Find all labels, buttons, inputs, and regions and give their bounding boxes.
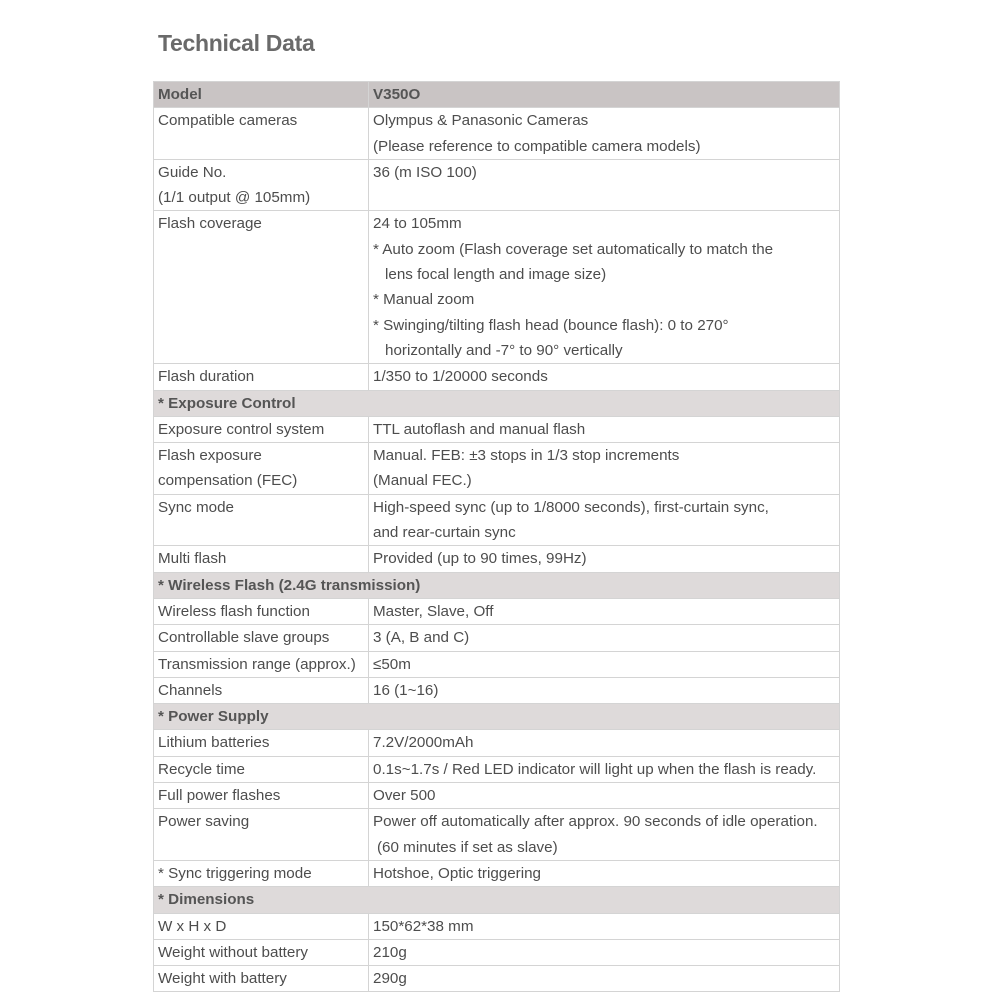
page-title: Technical Data <box>158 30 315 56</box>
label-line: Guide No. <box>158 163 227 181</box>
row-label: Multi flash <box>154 546 369 572</box>
row-value: 3 (A, B and C) <box>369 625 840 651</box>
table-row <box>154 416 840 442</box>
row-label: Controllable slave groups <box>154 625 369 651</box>
row-label: Compatible cameras <box>154 108 369 160</box>
row-value: 1/350 to 1/20000 seconds <box>369 364 840 390</box>
section-row-wireless <box>154 572 840 598</box>
table-row <box>154 159 840 211</box>
row-value: Over 500 <box>369 783 840 809</box>
table-row <box>154 625 840 651</box>
table-row <box>154 364 840 390</box>
table-row <box>154 756 840 782</box>
value-line: * Auto zoom (Flash coverage set automatically to match the <box>373 240 774 258</box>
section-heading: * Wireless Flash (2.4G transmission) <box>154 572 840 598</box>
row-value: 16 (1~16) <box>369 677 840 703</box>
row-value: 0.1s~1.7s / Red LED indicator will light up when the flash is ready. <box>369 756 840 782</box>
row-value <box>369 211 840 364</box>
table-header-row <box>154 82 840 108</box>
row-value: Hotshoe, Optic triggering <box>369 860 840 886</box>
value-line: * Swinging/tilting flash head (bounce flash): 0 to 270° <box>373 316 729 334</box>
label-line: (1/1 output @ 105mm) <box>158 189 311 207</box>
row-value: 210g <box>369 939 840 965</box>
row-value: ≤50m <box>369 651 840 677</box>
table-row <box>154 651 840 677</box>
row-label: W x H x D <box>154 913 369 939</box>
row-label: Weight with battery <box>154 966 369 992</box>
section-row-power <box>154 704 840 730</box>
table-row <box>154 783 840 809</box>
header-label: Model <box>154 82 369 108</box>
table-row <box>154 913 840 939</box>
row-label: Full power flashes <box>154 783 369 809</box>
row-value <box>369 494 840 546</box>
section-heading: * Power Supply <box>154 704 840 730</box>
table-row <box>154 677 840 703</box>
row-value <box>369 108 840 160</box>
value-line: Olympus & Panasonic Cameras <box>373 112 589 130</box>
row-label: Lithium batteries <box>154 730 369 756</box>
row-label: Weight without battery <box>154 939 369 965</box>
section-heading: * Dimensions <box>154 887 840 913</box>
value-line: Power off automatically after approx. 90 seconds of idle operation. <box>373 813 818 831</box>
table-row <box>154 860 840 886</box>
label-line: Flash exposure <box>158 447 262 465</box>
label-line: compensation (FEC) <box>158 472 298 490</box>
row-label: * Sync triggering mode <box>154 860 369 886</box>
value-line: * Manual zoom <box>373 291 475 309</box>
row-label <box>154 443 369 495</box>
row-value <box>369 809 840 861</box>
table-row <box>154 966 840 992</box>
row-label <box>154 159 369 211</box>
value-line: horizontally and -7° to 90° vertically <box>385 341 623 359</box>
table-row <box>154 546 840 572</box>
value-line: Manual. FEB: ±3 stops in 1/3 stop increments <box>373 447 680 465</box>
section-row-dimensions <box>154 887 840 913</box>
table-row <box>154 809 840 861</box>
section-row-exposure <box>154 390 840 416</box>
table-row <box>154 494 840 546</box>
row-label: Transmission range (approx.) <box>154 651 369 677</box>
row-label: Flash duration <box>154 364 369 390</box>
value-line: (Please reference to compatible camera models) <box>373 137 701 155</box>
row-label: Power saving <box>154 809 369 861</box>
header-value: V350O <box>369 82 840 108</box>
row-label: Channels <box>154 677 369 703</box>
section-heading: * Exposure Control <box>154 390 840 416</box>
value-line: lens focal length and image size) <box>385 266 607 284</box>
row-value: Master, Slave, Off <box>369 598 840 624</box>
value-line: (60 minutes if set as slave) <box>377 838 558 856</box>
value-line: 24 to 105mm <box>373 215 462 233</box>
row-label: Recycle time <box>154 756 369 782</box>
value-line: (Manual FEC.) <box>373 472 472 490</box>
row-value: 36 (m ISO 100) <box>369 159 840 211</box>
table-row <box>154 939 840 965</box>
row-value: TTL autoflash and manual flash <box>369 416 840 442</box>
row-label: Exposure control system <box>154 416 369 442</box>
row-value: 150*62*38 mm <box>369 913 840 939</box>
value-line: and rear-curtain sync <box>373 524 516 542</box>
row-value: 7.2V/2000mAh <box>369 730 840 756</box>
table-row <box>154 730 840 756</box>
table-row <box>154 443 840 495</box>
value-line: High-speed sync (up to 1/8000 seconds), first-curtain sync, <box>373 498 769 516</box>
row-label: Wireless flash function <box>154 598 369 624</box>
table-row <box>154 211 840 364</box>
row-label: Flash coverage <box>154 211 369 364</box>
row-value: Provided (up to 90 times, 99Hz) <box>369 546 840 572</box>
table-row <box>154 108 840 160</box>
technical-data-table <box>153 81 840 992</box>
table-row <box>154 598 840 624</box>
row-label: Sync mode <box>154 494 369 546</box>
row-value <box>369 443 840 495</box>
row-value: 290g <box>369 966 840 992</box>
